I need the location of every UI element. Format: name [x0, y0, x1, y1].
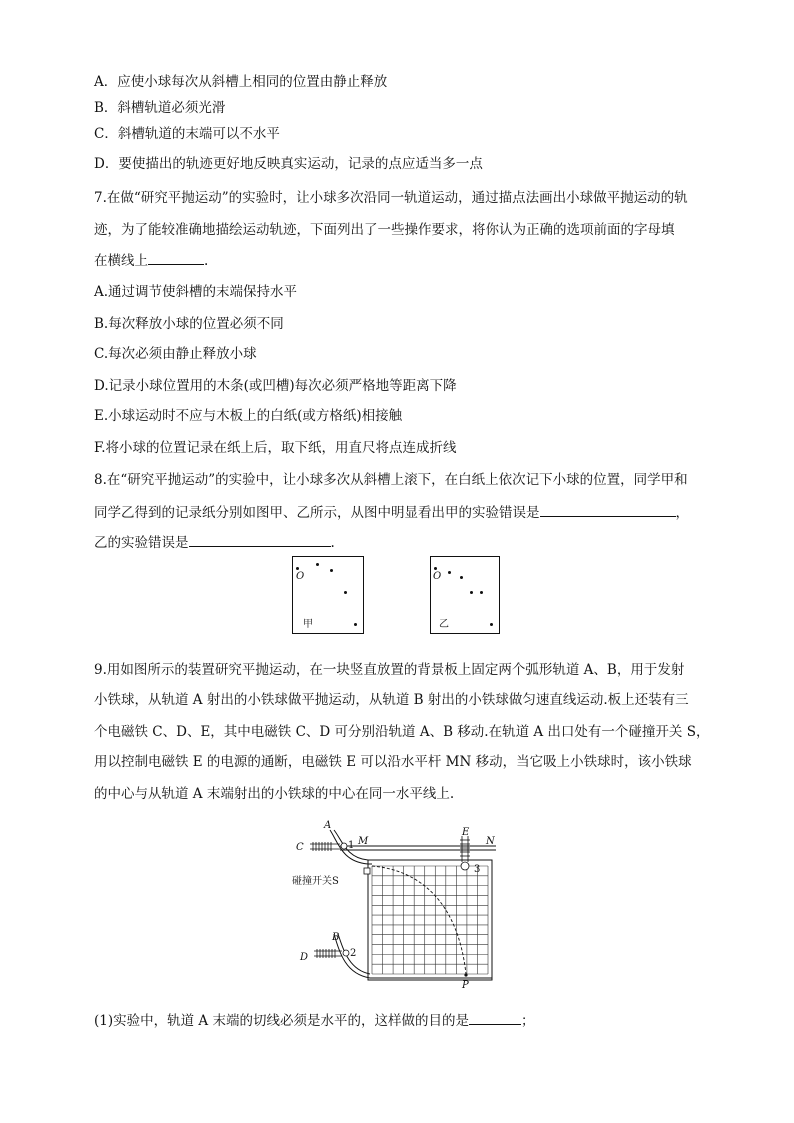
apparatus-figure: [280, 822, 510, 992]
q7-option-c: C.每次必须由静止释放小球: [94, 346, 257, 362]
electromagnet-e: [460, 836, 470, 862]
q9-sub-1-answer-blank[interactable]: [469, 1010, 521, 1025]
q8-line-2-text: 同学乙得到的记录纸分别如图甲、乙所示，从图中明显看出甲的实验错误是: [94, 505, 540, 521]
q7-line-3-end: .: [204, 253, 209, 269]
q7-line-3-text: 在横线上: [94, 253, 148, 269]
label-c: C: [296, 842, 304, 853]
label-b: B: [332, 932, 340, 943]
q8-line-1: 8.在“研究平抛运动”的实验中，让小球多次从斜槽上滚下，在白纸上依次记下小球的位置，同学甲和: [94, 472, 688, 488]
q6-option-b: B．斜槽轨道必须光滑: [94, 100, 226, 116]
q7-line-3: [94, 250, 724, 271]
ball-3: [461, 862, 469, 870]
background-board: [368, 860, 492, 980]
record-point: [490, 623, 493, 626]
ball-2: [343, 950, 349, 956]
number-2: 2: [350, 948, 357, 959]
record-point: [448, 571, 451, 574]
q6-option-c: C．斜槽轨道的末端可以不水平: [94, 126, 280, 142]
figure-caption: 甲: [303, 619, 313, 630]
record-point: [296, 567, 299, 570]
q7-option-f: F.将小球的位置记录在纸上后，取下纸，用直尺将点连成折线: [94, 440, 457, 456]
record-point: [330, 569, 333, 572]
origin-label: O: [433, 571, 442, 582]
q7-line-2: 迹，为了能较准确地描绘运动轨迹，下面列出了一些操作要求，将你认为正确的选项前面的字母填: [94, 222, 675, 238]
origin-label: O: [296, 571, 305, 582]
q8-line-3-text: 乙的实验错误是: [94, 535, 189, 551]
q7-answer-blank[interactable]: [148, 250, 204, 265]
record-point: [470, 591, 473, 594]
q7-option-b: B.每次释放小球的位置必须不同: [94, 316, 284, 332]
label-a: A: [324, 820, 332, 831]
trajectory: [372, 866, 466, 974]
q7-line-1: 7.在做“研究平抛运动”的实验时，让小球多次沿同一轨道运动，通过描点法画出小球做平抛运动的轨: [94, 190, 688, 206]
q9-sub-1: [94, 1010, 724, 1031]
q9-sub-1-text: (1)实验中，轨道 A 末端的切线必须是水平的，这样做的目的是: [94, 1013, 469, 1029]
ball-1: [341, 843, 347, 849]
apparatus-drawing: [280, 822, 510, 992]
q9-line-4: 用以控制电磁铁 E 的电源的通断，电磁铁 E 可以沿水平杆 MN 移动，当它吸上小铁球时，该小铁球: [94, 754, 692, 770]
record-point: [480, 591, 483, 594]
record-point: [434, 567, 437, 570]
label-e: E: [462, 827, 470, 838]
q8-yi-answer-blank[interactable]: [189, 532, 331, 547]
q9-line-1: 9.用如图所示的装置研究平抛运动，在一块竖直放置的背景板上固定两个弧形轨道 A、B，用于发射: [94, 662, 685, 678]
q9-line-2: 小铁球，从轨道 A 射出的小铁球做平抛运动，从轨道 B 射出的小铁球做匀速直线运动.板上还装有三: [94, 692, 689, 708]
q8-line-3-end: .: [330, 535, 335, 551]
q6-option-d: D．要使描出的轨迹更好地反映真实运动，记录的点应适当多一点: [94, 156, 483, 172]
number-1: 1: [348, 840, 355, 851]
record-point: [354, 623, 357, 626]
q7-option-e: E.小球运动时不应与木板上的白纸(或方格纸)相接触: [94, 408, 403, 424]
q9-line-5: 的中心与从轨道 A 末端射出的小铁球的中心在同一水平线上.: [94, 786, 455, 802]
label-m: M: [358, 836, 369, 847]
point-p: [464, 973, 467, 976]
q8-line-2-end: ，: [675, 505, 689, 521]
label-n: N: [486, 836, 495, 847]
record-point: [316, 563, 319, 566]
q9-sub-1-end: ；: [520, 1013, 535, 1029]
label-p: P: [462, 980, 469, 991]
number-3: 3: [474, 864, 481, 875]
collision-switch: [364, 868, 370, 874]
q9-line-3: 个电磁铁 C、D、E，其中电磁铁 C、D 可分别沿轨道 A、B 移动.在轨道 A 出口处有一个碰撞开关 S，: [94, 724, 710, 740]
record-point: [344, 591, 347, 594]
q8-jia-answer-blank[interactable]: [540, 502, 676, 517]
switch-label: 碰撞开关S: [292, 876, 339, 887]
figure-jia: [292, 556, 364, 634]
q7-option-d: D.记录小球位置用的木条(或凹槽)每次必须严格地等距离下降: [94, 378, 457, 394]
track-b: [334, 934, 492, 978]
q7-option-a: A.通过调节使斜槽的末端保持水平: [94, 284, 298, 300]
grid: [372, 866, 488, 974]
figure-yi: [430, 556, 500, 634]
q8-line-3: [94, 532, 724, 553]
q8-line-2: [94, 502, 724, 523]
electromagnet-c: [310, 842, 340, 851]
electromagnet-d: [314, 949, 342, 958]
figure-caption: 乙: [439, 619, 449, 630]
label-d: D: [300, 952, 309, 963]
q6-option-a: A．应使小球每次从斜槽上相同的位置由静止释放: [94, 74, 388, 90]
record-point: [460, 576, 463, 579]
